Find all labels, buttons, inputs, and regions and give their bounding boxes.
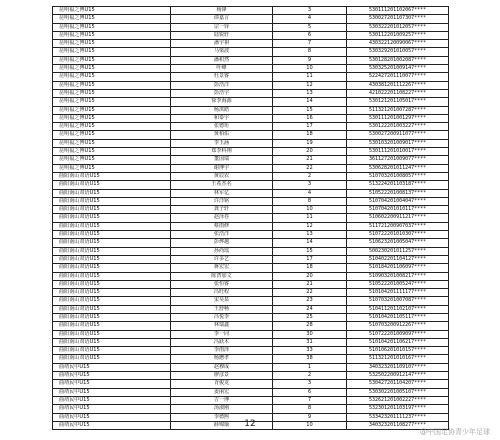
table-row: [53, 247, 449, 255]
table-row: [53, 81, 449, 89]
jersey-number-cell: 3: [273, 380, 347, 388]
id-number-cell: 511721200907037****: [347, 222, 449, 230]
team-cell: 昆明福之博U15: [53, 15, 171, 23]
player-name-cell: 董国瑞: [171, 156, 273, 164]
team-cell: 曲阳南山双语U15: [53, 330, 171, 338]
table-row: [53, 264, 449, 272]
id-number-cell: 530111201102067****: [347, 7, 449, 15]
player-name-cell: 冯悦李: [171, 313, 273, 321]
player-name-cell: 孙尚瑶: [171, 247, 273, 255]
table-row: [53, 148, 449, 156]
table-row: [53, 305, 449, 313]
team-cell: 曲阳南山双语U15: [53, 214, 171, 222]
player-name-cell: 彭浩宇: [171, 89, 273, 97]
team-cell: 昆明福之博U15: [53, 148, 171, 156]
jersey-number-cell: 22: [273, 164, 347, 172]
player-name-cell: 杜景睿: [171, 73, 273, 81]
player-name-cell: 杨锋: [171, 7, 273, 15]
table-row: [53, 197, 449, 205]
id-number-cell: 510703201007087****: [347, 297, 449, 305]
player-name-cell: 许多艺: [171, 255, 273, 263]
id-number-cell: 530122201003227****: [347, 123, 449, 131]
player-name-cell: 姜丽宏: [171, 388, 273, 396]
player-name-cell: 徐李海源: [171, 98, 273, 106]
jersey-number-cell: 10: [273, 65, 347, 73]
table-row: [53, 313, 449, 321]
jersey-number-cell: 22: [273, 289, 347, 297]
jersey-number-cell: 21: [273, 280, 347, 288]
id-number-cell: 511321201007287****: [347, 106, 449, 114]
jersey-number-cell: 6: [273, 388, 347, 396]
team-cell: 昆明福之博U15: [53, 40, 171, 48]
jersey-number-cell: 6: [273, 31, 347, 39]
player-name-cell: 陈湾加文: [171, 272, 273, 280]
table-row: [53, 65, 449, 73]
jersey-number-cell: 13: [273, 231, 347, 239]
jersey-number-cell: 28: [273, 322, 347, 330]
player-name-cell: 林瑞鑫: [171, 322, 273, 330]
jersey-number-cell: 18: [273, 131, 347, 139]
jersey-number-cell: 8: [273, 197, 347, 205]
player-name-cell: 李一同: [171, 330, 273, 338]
table-row: [53, 222, 449, 230]
id-number-cell: 510722201009097****: [347, 330, 449, 338]
player-name-cell: 潘积然: [171, 56, 273, 64]
table-row: [53, 214, 449, 222]
jersey-number-cell: 7: [273, 396, 347, 404]
team-cell: 曲阳南山双语U15: [53, 272, 171, 280]
id-number-cell: 530628201011247****: [347, 164, 449, 172]
jersey-number-cell: 7: [273, 40, 347, 48]
jersey-number-cell: 13: [273, 89, 347, 97]
id-number-cell: 430381201112267****: [347, 81, 449, 89]
team-cell: 曲阳南山双语U15: [53, 347, 171, 355]
id-number-cell: 522427201110077****: [347, 73, 449, 81]
player-name-cell: 张德珩: [171, 123, 273, 131]
table-row: [53, 338, 449, 346]
team-cell: 曲阳南山双语U15: [53, 172, 171, 180]
table-row: [53, 322, 449, 330]
roster-table-body: [53, 7, 449, 430]
table-row: [53, 396, 449, 404]
table-row: [53, 388, 449, 396]
jersey-number-cell: 21: [273, 156, 347, 164]
jersey-number-cell: 15: [273, 247, 347, 255]
player-name-cell: 李雨泽: [171, 347, 273, 355]
id-number-cell: 530121201105017****: [347, 98, 449, 106]
team-cell: 曲阳南山双语U15: [53, 231, 171, 239]
jersey-number-cell: 11: [273, 73, 347, 81]
jersey-number-cell: 8: [273, 48, 347, 56]
jersey-number-cell: 10: [273, 421, 347, 429]
player-name-cell: 吉一博: [171, 396, 273, 404]
jersey-number-cell: 2: [273, 372, 347, 380]
table-row: [53, 172, 449, 180]
player-roster-table: [52, 6, 449, 430]
team-cell: 曲阳南山双语U15: [53, 297, 171, 305]
table-row: [53, 289, 449, 297]
table-row: [53, 156, 449, 164]
team-cell: 曲阳南山双语U15: [53, 197, 171, 205]
table-row: [53, 297, 449, 305]
id-number-cell: 340323201108277****: [347, 421, 449, 429]
player-name-cell: 龚子轩: [171, 206, 273, 214]
player-name-cell: 李玉涵: [171, 139, 273, 147]
id-number-cell: 532301201103197****: [347, 405, 449, 413]
player-name-cell: 冯旺程: [171, 289, 273, 297]
id-number-cell: 510104201111177****: [347, 289, 449, 297]
table-row: [53, 139, 449, 147]
id-number-cell: 500230201011257****: [347, 247, 449, 255]
id-number-cell: 530111201010017****: [347, 148, 449, 156]
table-row: [53, 255, 449, 263]
jersey-number-cell: 20: [273, 272, 347, 280]
team-cell: 曲阳南山双语U15: [53, 305, 171, 313]
player-name-cell: 胥俊龙: [171, 380, 273, 388]
player-name-cell: 郑李科翔: [171, 148, 273, 156]
player-name-cell: 宗一铎: [171, 23, 273, 31]
id-number-cell: 510104201106217****: [347, 338, 449, 346]
jersey-number-cell: 15: [273, 106, 347, 114]
team-cell: 曲阳南山双语U15: [53, 206, 171, 214]
jersey-number-cell: 4: [273, 189, 347, 197]
table-row: [53, 106, 449, 114]
id-number-cell: 533423201111237****: [347, 413, 449, 421]
table-row: [53, 114, 449, 122]
player-name-cell: 李德熙: [171, 413, 273, 421]
team-cell: 昆明福之博U15: [53, 81, 171, 89]
team-cell: 曲靖民中U15: [53, 380, 171, 388]
jersey-number-cell: 2: [273, 172, 347, 180]
team-cell: 曲阳南山双语U15: [53, 322, 171, 330]
team-cell: 曲阳南山双语U15: [53, 289, 171, 297]
id-number-cell: 340323201109107****: [347, 363, 449, 371]
id-number-cell: 510704201004047****: [347, 197, 449, 205]
table-row: [53, 73, 449, 81]
jersey-number-cell: 11: [273, 214, 347, 222]
team-cell: 昆明福之博U15: [53, 98, 171, 106]
table-row: [53, 363, 449, 371]
jersey-number-cell: 9: [273, 56, 347, 64]
team-cell: 昆明福之博U15: [53, 31, 171, 39]
id-number-cell: 530325201009147****: [347, 65, 449, 73]
jersey-number-cell: 8: [273, 405, 347, 413]
table-row: [53, 347, 449, 355]
id-number-cell: 510184201106097****: [347, 264, 449, 272]
table-row: [53, 48, 449, 56]
jersey-number-cell: 10: [273, 206, 347, 214]
team-cell: 曲阳南山双语U15: [53, 313, 171, 321]
player-name-cell: 和泰宇: [171, 114, 273, 122]
player-name-cell: 杨懋孝: [171, 355, 273, 363]
team-cell: 昆明福之博U15: [53, 7, 171, 15]
id-number-cell: 532502200912147****: [347, 372, 449, 380]
id-number-cell: 530112201009257****: [347, 31, 449, 39]
id-number-cell: 510623201005047****: [347, 239, 449, 247]
player-name-cell: 张浩洋: [171, 231, 273, 239]
page-number: 12: [244, 419, 256, 429]
player-name-cell: 王舒畅: [171, 305, 273, 313]
table-row: [53, 280, 449, 288]
id-number-cell: 511321201010167****: [347, 355, 449, 363]
jersey-number-cell: 12: [273, 222, 347, 230]
table-row: [53, 23, 449, 31]
player-name-cell: 赵穆成: [171, 363, 273, 371]
team-cell: 曲靖民中U15: [53, 363, 171, 371]
table-row: [53, 7, 449, 15]
id-number-cell: 510402201104127****: [347, 255, 449, 263]
team-cell: 曲阳南山双语U15: [53, 247, 171, 255]
player-name-cell: 黄辰农: [171, 172, 273, 180]
table-row: [53, 181, 449, 189]
team-cell: 曲靖民中U15: [53, 396, 171, 404]
id-number-cell: 510104201105117****: [347, 313, 449, 321]
team-cell: 曲靖民中U15: [53, 372, 171, 380]
team-cell: 曲靖民中U15: [53, 413, 171, 421]
player-name-cell: 彭浩洋: [171, 81, 273, 89]
table-row: [53, 56, 449, 64]
id-number-cell: 361127201009077****: [347, 156, 449, 164]
id-number-cell: 513224201103187****: [347, 181, 449, 189]
table-row: [53, 405, 449, 413]
player-name-cell: 许洋铭: [171, 197, 273, 205]
id-number-cell: 510703200912267****: [347, 322, 449, 330]
team-cell: 曲阳南山双语U15: [53, 222, 171, 230]
player-name-cell: 张恒睿: [171, 280, 273, 288]
team-cell: 曲阳南山双语U15: [53, 255, 171, 263]
player-name-cell: 谭嘉言: [171, 15, 273, 23]
id-number-cell: 430322120090067****: [347, 40, 449, 48]
jersey-number-cell: 9: [273, 413, 347, 421]
id-number-cell: 530302201005107****: [347, 388, 449, 396]
watermark: @中国足协青少年足球: [420, 428, 490, 436]
player-name-cell: 蒋宏宏: [171, 264, 273, 272]
jersey-number-cell: 14: [273, 239, 347, 247]
id-number-cell: 510704201010117****: [347, 206, 449, 214]
team-cell: 昆明福之博U15: [53, 106, 171, 114]
jersey-number-cell: 5: [273, 23, 347, 31]
team-cell: 昆明福之博U15: [53, 114, 171, 122]
team-cell: 曲阳南山双语U15: [53, 239, 171, 247]
player-name-cell: 马梁波: [171, 48, 273, 56]
table-row: [53, 189, 449, 197]
jersey-number-cell: 20: [273, 148, 347, 156]
jersey-number-cell: 17: [273, 255, 347, 263]
player-name-cell: 叶峰: [171, 65, 273, 73]
jersey-number-cell: 19: [273, 139, 347, 147]
team-cell: 昆明福之博U15: [53, 89, 171, 97]
team-cell: 昆明福之博U15: [53, 48, 171, 56]
team-cell: 昆明福之博U15: [53, 131, 171, 139]
team-cell: 曲阳南山双语U15: [53, 355, 171, 363]
team-cell: 昆明福之博U15: [53, 56, 171, 64]
jersey-number-cell: 38: [273, 355, 347, 363]
player-name-cell: 彭烨越: [171, 239, 273, 247]
table-row: [53, 123, 449, 131]
jersey-number-cell: 25: [273, 313, 347, 321]
jersey-number-cell: 3: [273, 181, 347, 189]
jersey-number-cell: 30: [273, 330, 347, 338]
roster-document: [52, 6, 448, 430]
team-cell: 曲靖民中U15: [53, 421, 171, 429]
jersey-number-cell: 23: [273, 297, 347, 305]
table-row: [53, 380, 449, 388]
id-number-cell: 530111201001297****: [347, 114, 449, 122]
player-name-cell: 蔡雨修: [171, 222, 273, 230]
id-number-cell: 510602200911217****: [347, 214, 449, 222]
id-number-cell: 530027200911077****: [347, 131, 449, 139]
team-cell: 昆明福之博U15: [53, 139, 171, 147]
table-row: [53, 40, 449, 48]
player-name-cell: 潘宇祺: [171, 40, 273, 48]
jersey-number-cell: 16: [273, 114, 347, 122]
jersey-number-cell: 17: [273, 123, 347, 131]
player-name-cell: 赵泽卷: [171, 214, 273, 222]
table-row: [53, 31, 449, 39]
team-cell: 昆明福之博U15: [53, 23, 171, 31]
table-row: [53, 372, 449, 380]
team-cell: 曲阳南山双语U15: [53, 189, 171, 197]
table-row: [53, 239, 449, 247]
player-name-cell: 汤淑刚: [171, 405, 273, 413]
table-row: [53, 164, 449, 172]
id-number-cell: 510106201010157****: [347, 347, 449, 355]
id-number-cell: 530027201107307****: [347, 15, 449, 23]
team-cell: 曲阳南山双语U15: [53, 264, 171, 272]
id-number-cell: 530103201009017****: [347, 139, 449, 147]
player-name-cell: 谢博宇: [171, 164, 273, 172]
jersey-number-cell: 31: [273, 338, 347, 346]
team-cell: 曲阳南山双语U15: [53, 280, 171, 288]
id-number-cell: 421022201108227****: [347, 89, 449, 97]
team-cell: 曲阳南山双语U15: [53, 338, 171, 346]
table-row: [53, 272, 449, 280]
table-row: [53, 131, 449, 139]
team-cell: 曲阳南山双语U15: [53, 181, 171, 189]
team-cell: 曲靖民中U15: [53, 405, 171, 413]
jersey-number-cell: 33: [273, 347, 347, 355]
player-name-cell: 杨淇皓: [171, 106, 273, 114]
team-cell: 昆明福之博U15: [53, 164, 171, 172]
id-number-cell: 530128201002087****: [347, 56, 449, 64]
jersey-number-cell: 3: [273, 7, 347, 15]
table-row: [53, 15, 449, 23]
player-name-cell: 林军亿: [171, 189, 273, 197]
team-cell: 曲靖民中U15: [53, 388, 171, 396]
player-name-cell: 王希杰名: [171, 181, 273, 189]
jersey-number-cell: 4: [273, 15, 347, 23]
table-row: [53, 355, 449, 363]
table-row: [53, 89, 449, 97]
player-name-cell: 廖彦景: [171, 372, 273, 380]
team-cell: 昆明福之博U15: [53, 65, 171, 73]
jersey-number-cell: 12: [273, 81, 347, 89]
team-cell: 昆明福之博U15: [53, 156, 171, 164]
id-number-cell: 510722201010307****: [347, 231, 449, 239]
player-name-cell: 黄柏佑: [171, 131, 273, 139]
table-row: [53, 206, 449, 214]
player-name-cell: 薛锦瑜: [171, 421, 273, 429]
id-number-cell: 532621201002227****: [347, 396, 449, 404]
jersey-number-cell: 1: [273, 363, 347, 371]
id-number-cell: 530427201104207****: [347, 380, 449, 388]
table-row: [53, 98, 449, 106]
id-number-cell: 510903201008217****: [347, 272, 449, 280]
player-name-cell: 陆锐轩: [171, 31, 273, 39]
jersey-number-cell: 24: [273, 305, 347, 313]
team-cell: 昆明福之博U15: [53, 73, 171, 81]
table-row: [53, 330, 449, 338]
player-name-cell: 冯跃木: [171, 338, 273, 346]
id-number-cell: 510411201102107****: [347, 305, 449, 313]
id-number-cell: 530329201010057****: [347, 48, 449, 56]
table-row: [53, 231, 449, 239]
id-number-cell: 510522201008137****: [347, 189, 449, 197]
player-name-cell: 宋昊泉: [171, 297, 273, 305]
id-number-cell: 510522201005247****: [347, 280, 449, 288]
team-cell: 昆明福之博U15: [53, 123, 171, 131]
id-number-cell: 530322201012057****: [347, 23, 449, 31]
jersey-number-cell: 18: [273, 264, 347, 272]
jersey-number-cell: 14: [273, 98, 347, 106]
id-number-cell: 510703201008057****: [347, 172, 449, 180]
